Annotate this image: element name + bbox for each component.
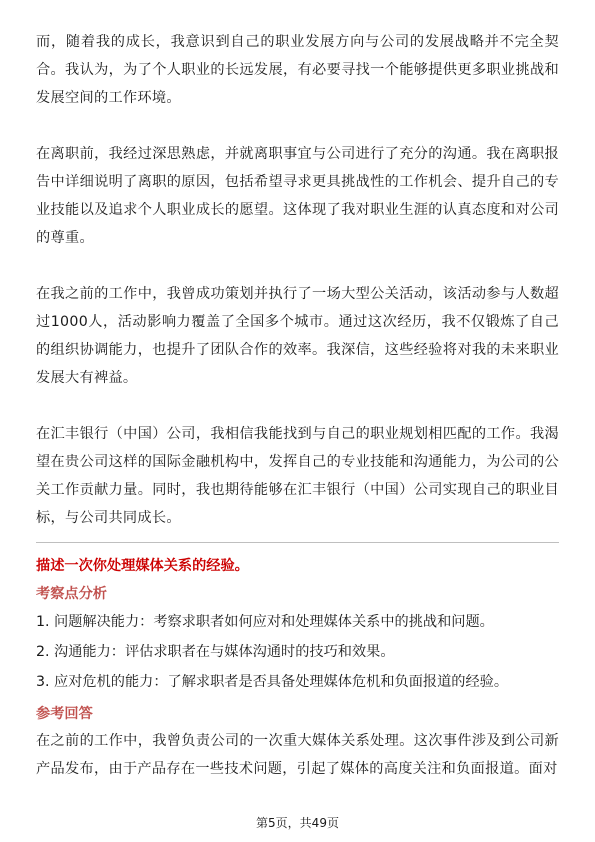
paragraph-3: 在我之前的工作中，我曾成功策划并执行了一场大型公关活动，该活动参与人数超过1000人，活动影响力覆盖了全国多个城市。通过这次经历，我不仅锻炼了自己的组织协调能力，也提升了团队合作的效率。我深信，这些经验将对我的未来职业发展大有裨益。 bbox=[36, 286, 559, 386]
answer-text: 在之前的工作中，我曾负责公司的一次重大媒体关系处理。这次事件涉及到公司新产品发布，由于产品存在一些技术问题，引起了媒体的高度关注和负面报道。面对 bbox=[36, 733, 559, 777]
paragraph-gap bbox=[36, 392, 559, 420]
paragraph-4: 在汇丰银行（中国）公司，我相信我能找到与自己的职业规划相匹配的工作。我渴望在贵公司这样的国际金融机构中，发挥自己的专业技能和沟通能力，为公司的公关工作贡献力量。同时，我也期待能够在汇丰银行（中国）公司实现自己的职业目标，与公司共同成长。 bbox=[36, 426, 559, 526]
page-number: 第5页，共49页 bbox=[256, 816, 339, 830]
paragraph-gap bbox=[36, 252, 559, 280]
interview-question: 描述一次你处理媒体关系的经验。 bbox=[36, 558, 249, 574]
analysis-title: 考察点分析 bbox=[36, 586, 107, 602]
section-divider bbox=[36, 542, 559, 543]
analysis-item-3: 3. 应对危机的能力：了解求职者是否具备处理媒体危机和负面报道的经验。 bbox=[36, 674, 509, 690]
answer-title: 参考回答 bbox=[36, 706, 93, 722]
analysis-item-2: 2. 沟通能力：评估求职者在与媒体沟通时的技巧和效果。 bbox=[36, 644, 395, 660]
paragraph-gap bbox=[36, 112, 559, 140]
paragraph-1: 而，随着我的成长，我意识到自己的职业发展方向与公司的发展战略并不完全契合。我认为，为了个人职业的长远发展，有必要寻找一个能够提供更多职业挑战和发展空间的工作环境。 bbox=[36, 34, 559, 106]
document-body bbox=[36, 28, 559, 783]
paragraph-2: 在离职前，我经过深思熟虑，并就离职事宜与公司进行了充分的沟通。我在离职报告中详细说明了离职的原因，包括希望寻求更具挑战性的工作机会、提升自己的专业技能以及追求个人职业成长的愿望。这体现了我对职业生涯的认真态度和对公司的尊重。 bbox=[36, 146, 559, 246]
analysis-item-1: 1. 问题解决能力：考察求职者如何应对和处理媒体关系中的挑战和问题。 bbox=[36, 614, 494, 630]
